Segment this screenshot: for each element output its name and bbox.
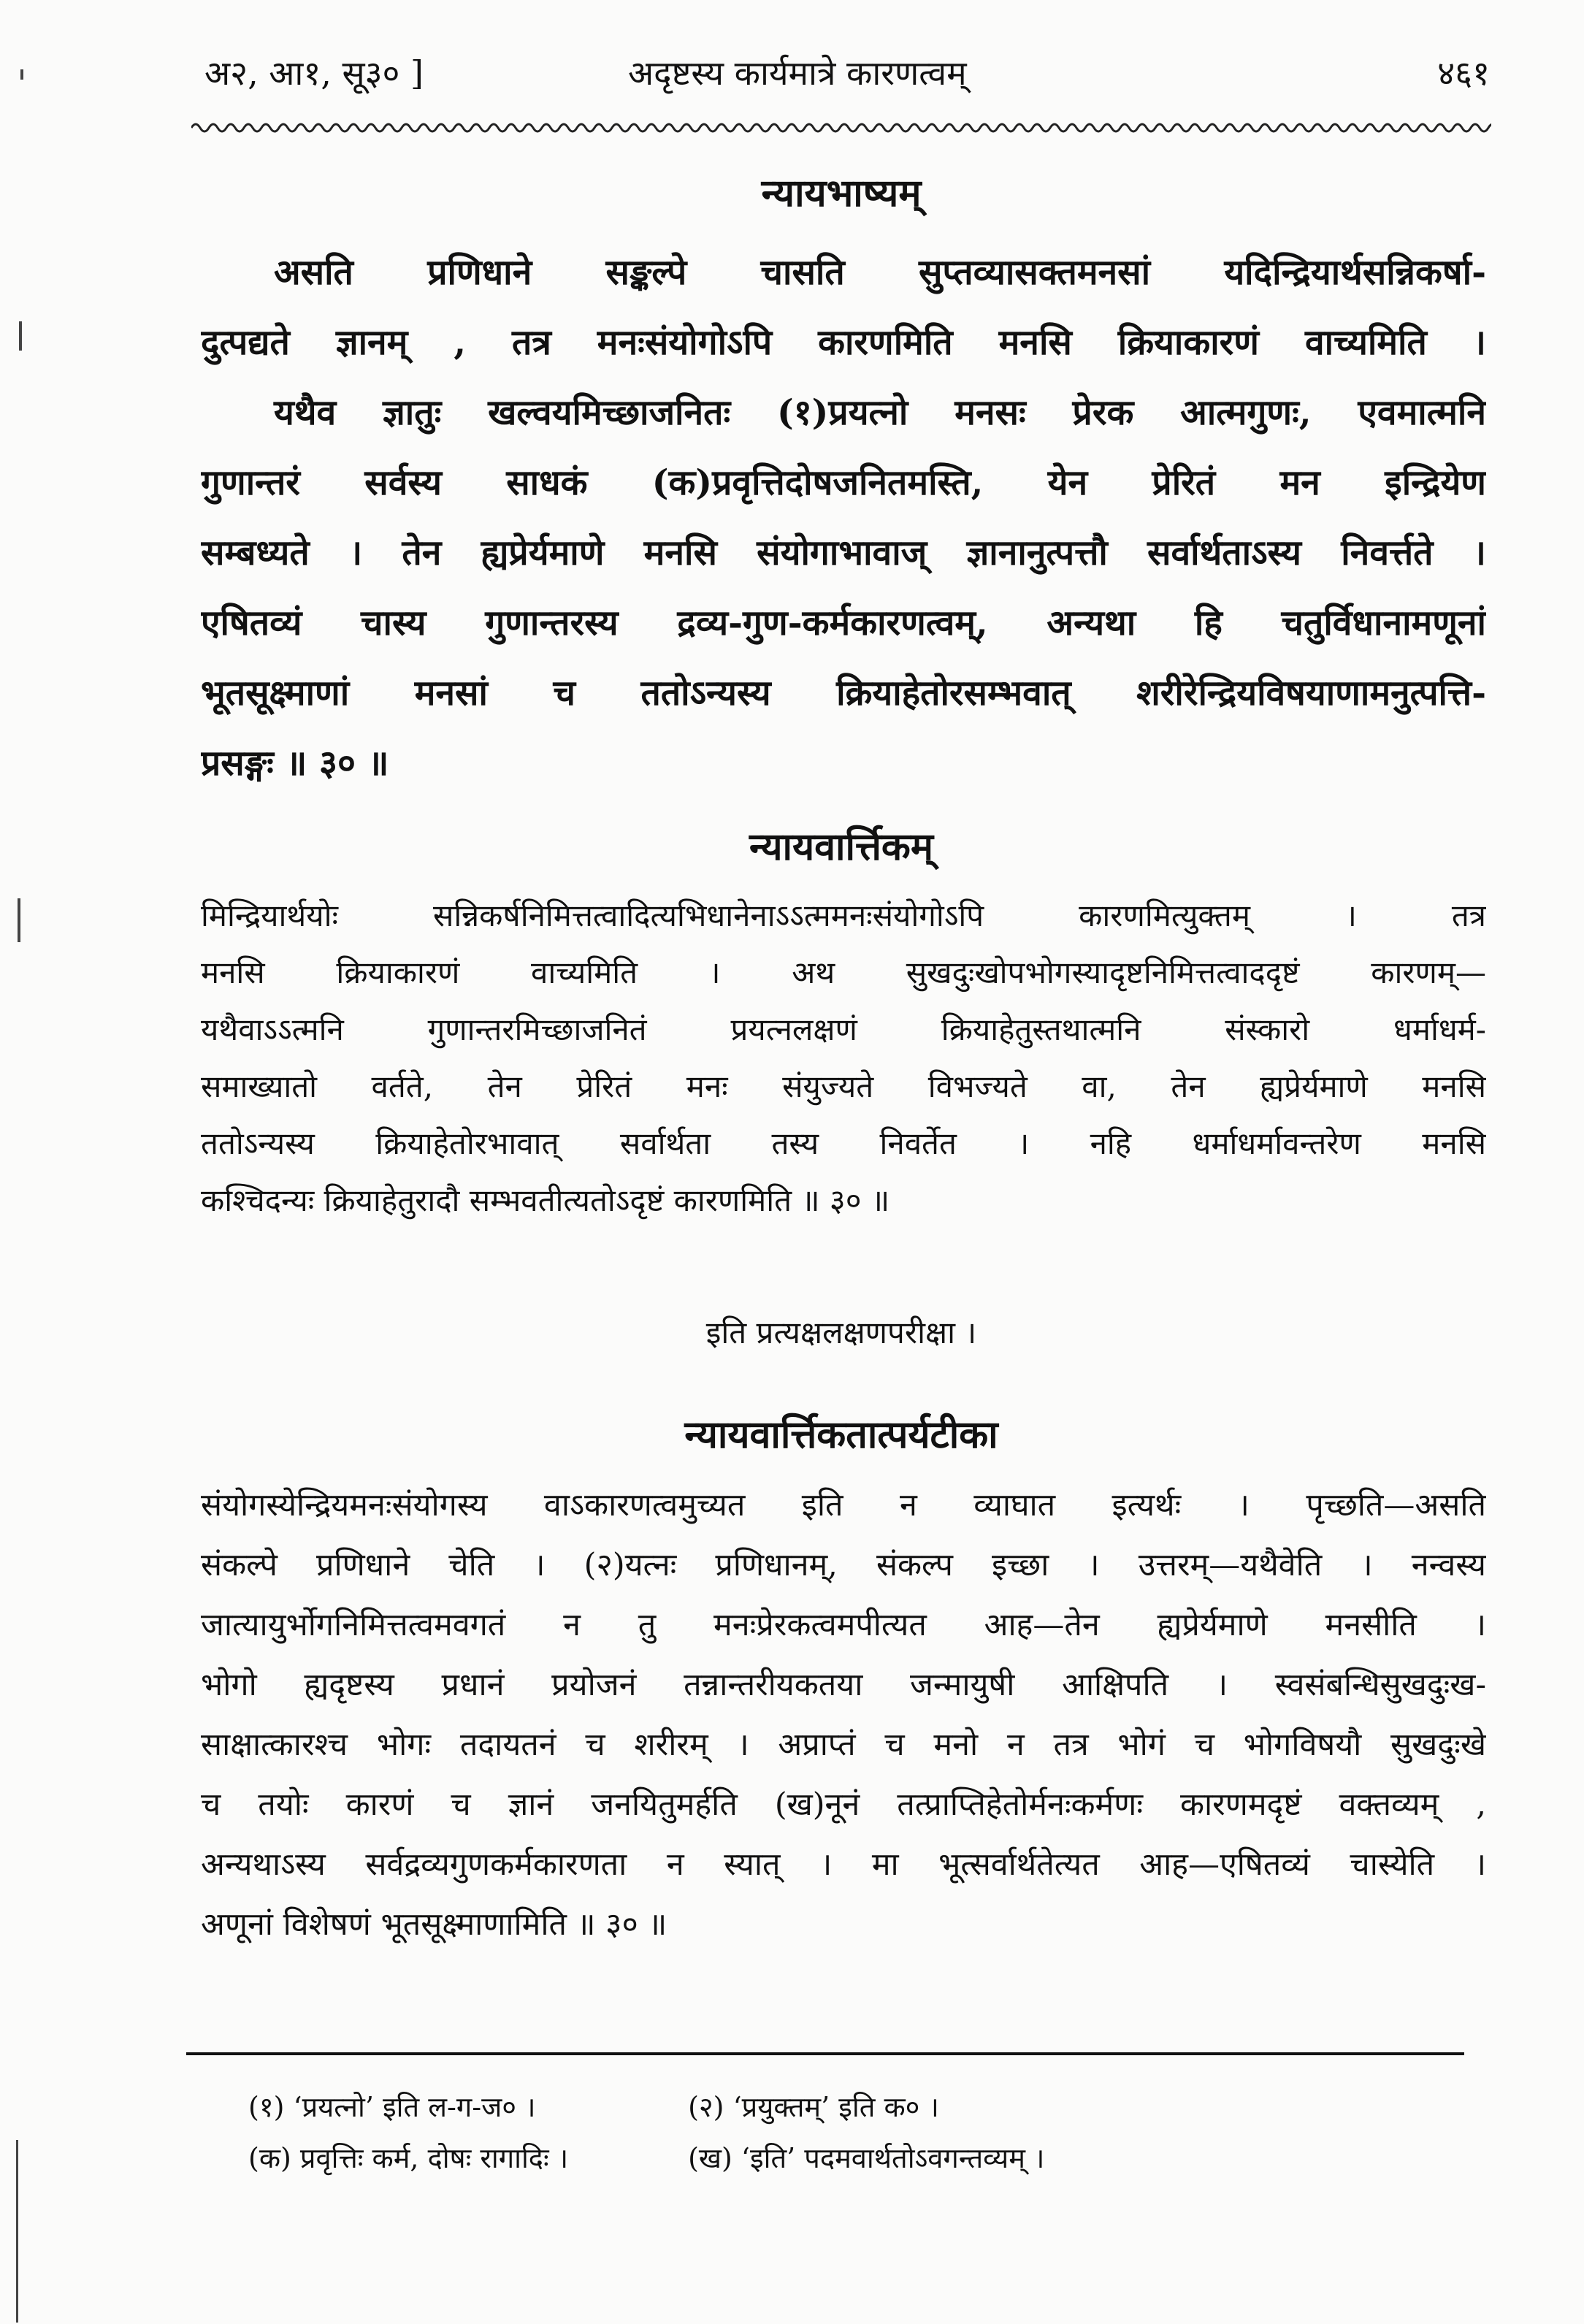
text-line: भोगो ह्यदृष्टस्य प्रधानं प्रयोजनं तन्नान्तरीयकतया जन्मायुषी आक्षिपति । स्वसंबन्धिसुखदुःख- bbox=[201, 1667, 1486, 1703]
page-number: ४६१ bbox=[1437, 53, 1490, 93]
footnotes bbox=[248, 2082, 1475, 2184]
section-colophon: इति प्रत्यक्षलक्षणपरीक्षा । bbox=[705, 1315, 977, 1350]
scan-mark bbox=[20, 69, 23, 80]
text-line: ततोऽन्यस्य क्रियाहेतोरभावात् सर्वार्थता तस्य निवर्तेत । नहि धर्माधर्मावन्तरेण मनसि bbox=[201, 1125, 1486, 1161]
header-section-ref: अ२, आ१, सू३० ] bbox=[204, 53, 424, 93]
text-line: मनसि क्रियाकारणं वाच्यमिति । अथ सुखदुःखोपभोगस्यादृष्टनिमित्तत्वाददृष्टं कारणम्— bbox=[201, 955, 1486, 990]
text-line: जात्यायुर्भोगनिमित्तत्वमवगतं न तु मनःप्रेरकत्वमपीत्यत आह—तेन ह्यप्रेर्यमाणे मनसीति । bbox=[201, 1607, 1486, 1643]
text-line: प्रसङ्गः ॥ ३० ॥ bbox=[201, 743, 389, 784]
header-title: अदृष्टस्य कार्यमात्रे कारणत्वम् bbox=[628, 53, 967, 93]
header-wavy-rule bbox=[191, 117, 1491, 139]
footnote: (क) प्रवृत्तिः कर्म, दोषः रागादिः । bbox=[248, 2142, 569, 2174]
scan-mark bbox=[16, 2140, 18, 2323]
bhashya-text bbox=[201, 237, 1486, 798]
footnote: (२) ‘प्रयुक्तम्’ इति क० । bbox=[688, 2091, 939, 2123]
tika-text bbox=[201, 1475, 1486, 1954]
text-line: सम्बध्यते । तेन ह्यप्रेर्यमाणे मनसि संयोगाभावाज् ज्ञानानुत्पत्तौ सर्वार्थताऽस्य निवर्त्तते । bbox=[201, 532, 1486, 573]
varttika-heading: न्यायवार्त्तिकम् bbox=[749, 825, 933, 869]
text-line: यथैव ज्ञातुः खल्वयमिच्छाजनितः (१)प्रयत्नो मनसः प्रेरक आत्मगुणः, एवमात्मनि bbox=[274, 392, 1486, 433]
scan-mark bbox=[18, 898, 20, 942]
footnote-row bbox=[248, 2082, 1475, 2133]
text-line: कश्चिदन्यः क्रियाहेतुरादौ सम्भवतीत्यतोऽदृष्टं कारणमिति ॥ ३० ॥ bbox=[201, 1182, 890, 1218]
text-line: अणूनां विशेषणं भूतसूक्ष्माणामिति ॥ ३० ॥ bbox=[201, 1906, 667, 1943]
footnote: (ख) ‘इति’ पदमवार्थतोऽवगन्तव्यम् । bbox=[688, 2142, 1045, 2174]
text-line: संकल्पे प्रणिधाने चेति । (२)यत्नः प्रणिधानम्, संकल्प इच्छा । उत्तरम्—यथैवेति । नन्वस्य bbox=[201, 1547, 1486, 1583]
running-header bbox=[204, 40, 1490, 106]
text-line: मिन्द्रियार्थयोः सन्निकर्षनिमित्तत्वादित्यभिधानेनाऽऽत्ममनःसंयोगोऽपि कारणमित्युक्तम् । तत्र bbox=[201, 898, 1486, 933]
footnote: (१) ‘प्रयत्नो’ इति ल-ग-ज० । bbox=[248, 2091, 536, 2123]
text-line: संयोगस्येन्द्रियमनःसंयोगस्य वाऽकारणत्वमुच्यत इति न व्याघात इत्यर्थः । पृच्छति—असति bbox=[201, 1487, 1486, 1524]
bhashya-heading: न्यायभाष्यम् bbox=[761, 171, 922, 215]
tika-heading: न्यायवार्त्तिकतात्पर्यटीका bbox=[684, 1413, 998, 1457]
text-line: च तयोः कारणं च ज्ञानं जनयितुमर्हति (ख)नूनं तत्प्राप्तिहेतोर्मनःकर्मणः कारणमदृष्टं वक्तव्यम् , bbox=[201, 1786, 1486, 1823]
text-line: साक्षात्कारश्च भोगः तदायतनं च शरीरम् । अप्राप्तं च मनो न तत्र भोगं च भोगविषयौ सुखदुःखे bbox=[201, 1727, 1486, 1763]
scan-mark bbox=[19, 321, 22, 351]
text-line: यथैवाऽऽत्मनि गुणान्तरमिच्छाजनितं प्रयत्नलक्षणं क्रियाहेतुस्तथात्मनि संस्कारो धर्माधर्म- bbox=[201, 1012, 1486, 1047]
footnote-row bbox=[248, 2133, 1475, 2184]
text-line: एषितव्यं चास्य गुणान्तरस्य द्रव्य-गुण-कर्मकारणत्वम्, अन्यथा हि चतुर्विधानामणूनां bbox=[201, 603, 1486, 643]
varttika-text bbox=[201, 887, 1486, 1229]
text-line: समाख्यातो वर्तते, तेन प्रेरितं मनः संयुज्यते विभज्यते वा, तेन ह्यप्रेर्यमाणे मनसि bbox=[201, 1069, 1486, 1104]
text-line: अन्यथाऽस्य सर्वद्रव्यगुणकर्मकारणता न स्यात् । मा भूत्सर्वार्थतेत्यत आह—एषितव्यं चास्येति । bbox=[201, 1846, 1486, 1883]
text-line: गुणान्तरं सर्वस्य साधकं (क)प्रवृत्तिदोषजनितमस्ति, येन प्रेरितं मन इन्द्रियेण bbox=[201, 462, 1486, 503]
text-line: दुत्पद्यते ज्ञानम् , तत्र मनःसंयोगोऽपि कारणमिति मनसि क्रियाकारणं वाच्यमिति । bbox=[201, 322, 1486, 363]
footnote-rule bbox=[186, 2052, 1464, 2055]
text-line: भूतसूक्ष्माणां मनसां च ततोऽन्यस्य क्रियाहेतोरसम्भवात् शरीरेन्द्रियविषयाणामनुत्पत्ति- bbox=[201, 673, 1486, 714]
text-line: असति प्रणिधाने सङ्कल्पे चासति सुप्तव्यासक्तमनसां यदिन्द्रियार्थसन्निकर्षा- bbox=[274, 252, 1486, 293]
